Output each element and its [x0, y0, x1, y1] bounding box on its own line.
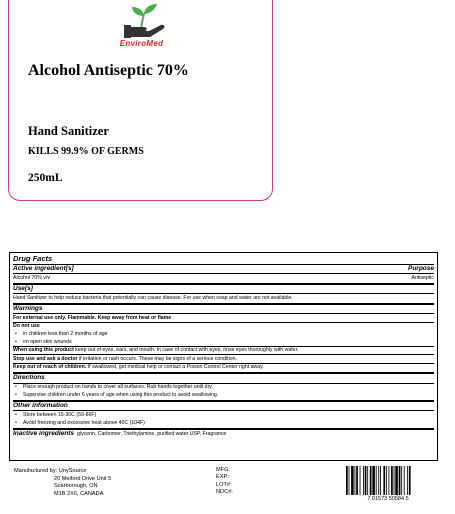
product-name: Alcohol Antiseptic 70%	[28, 62, 189, 79]
directions-heading: Directions	[13, 374, 45, 382]
active-ingredient-value: Alcohol 70% v/v	[13, 274, 50, 281]
exp-field: EXP:	[216, 474, 229, 481]
purpose-heading: Purpose	[407, 265, 434, 272]
inactive-ingredients-row	[13, 430, 434, 438]
drug-facts-panel	[9, 252, 438, 461]
do-not-use-item: • in children less than 2 months of age	[15, 330, 108, 337]
brand-name: EnviroMed	[119, 39, 164, 48]
inactive-ingredients-text: glycerin, Carbomer, Triethylamine, purified water USP, Fragrance	[77, 430, 227, 437]
barcode-icon	[340, 465, 436, 502]
stop-use-warning: Stop use and ask a doctor if irritation or rash occurs. These may be signs of a serious condition.	[13, 355, 434, 364]
other-information-item: • Store between 15-30C (59-86F)	[15, 412, 97, 419]
barcode-digits: 7 01573 50584 5	[367, 496, 409, 502]
warnings-heading: Warnings	[13, 304, 43, 312]
product-type: Hand Sanitizer	[28, 124, 109, 138]
lot-codes	[216, 467, 233, 496]
other-information-item: • Avoid freezing and excessive heat above 40C (104F)	[15, 419, 145, 426]
active-ingredient-header	[13, 265, 434, 273]
front-label	[8, 0, 273, 201]
other-information-heading: Other information	[13, 402, 68, 409]
external-use-warning: For external use only. Flammable. Keep away from heat or flame	[13, 314, 434, 323]
address-line: 20 Melford Drive Unit 5	[54, 476, 112, 482]
address-line: M1B 2X6, CANADA	[54, 490, 104, 497]
purpose-value: Antiseptic	[411, 274, 434, 281]
volume: 250mL	[28, 172, 63, 184]
when-using-warning: When using this product keep out of eyes, ears, and mouth. In case of contact with eyes, rinse eyes thoroughly with water.	[13, 347, 434, 356]
directions-item: • Supervise children under 6 years of age when using this product to avoid swallowing.	[15, 391, 219, 398]
drug-facts-title: Drug Facts	[13, 254, 53, 263]
ndc-field: NDC#:	[216, 488, 233, 495]
manufacturer-address	[54, 476, 111, 498]
do-not-use-item: • on open skin wounds	[13, 338, 434, 347]
address-line: Scarborough, ON	[54, 483, 98, 490]
keep-out-of-reach-warning: Keep out of reach of children. If swallowed, get medical help or contact a Poison Control Center right away.	[13, 364, 264, 371]
uses-text: Hand Sanitizer to help reduce bacteria that potentially can cause disease. For use when soap and water are not available.	[13, 294, 293, 301]
directions-item: • Place enough product on hands to cover all surfaces. Rub hands together until dry.	[15, 384, 213, 391]
inactive-ingredients-heading: Inactive ingredients	[13, 429, 75, 437]
manufacturer-line: Manufactured by: UnySource	[14, 468, 87, 474]
active-ingredient-row	[13, 274, 434, 282]
hand-holding-plant-logo-icon	[119, 4, 169, 42]
lot-field: LOT#:	[216, 481, 232, 488]
mfg-field: MFG:	[216, 467, 230, 473]
active-ingredient-heading: Active ingredient[s]	[13, 265, 74, 272]
germ-claim: KILLS 99.9% OF GERMS	[28, 146, 144, 157]
do-not-use-heading: Do not use	[13, 323, 40, 330]
label-footer	[9, 465, 438, 505]
uses-heading: Use[s]	[13, 284, 33, 292]
